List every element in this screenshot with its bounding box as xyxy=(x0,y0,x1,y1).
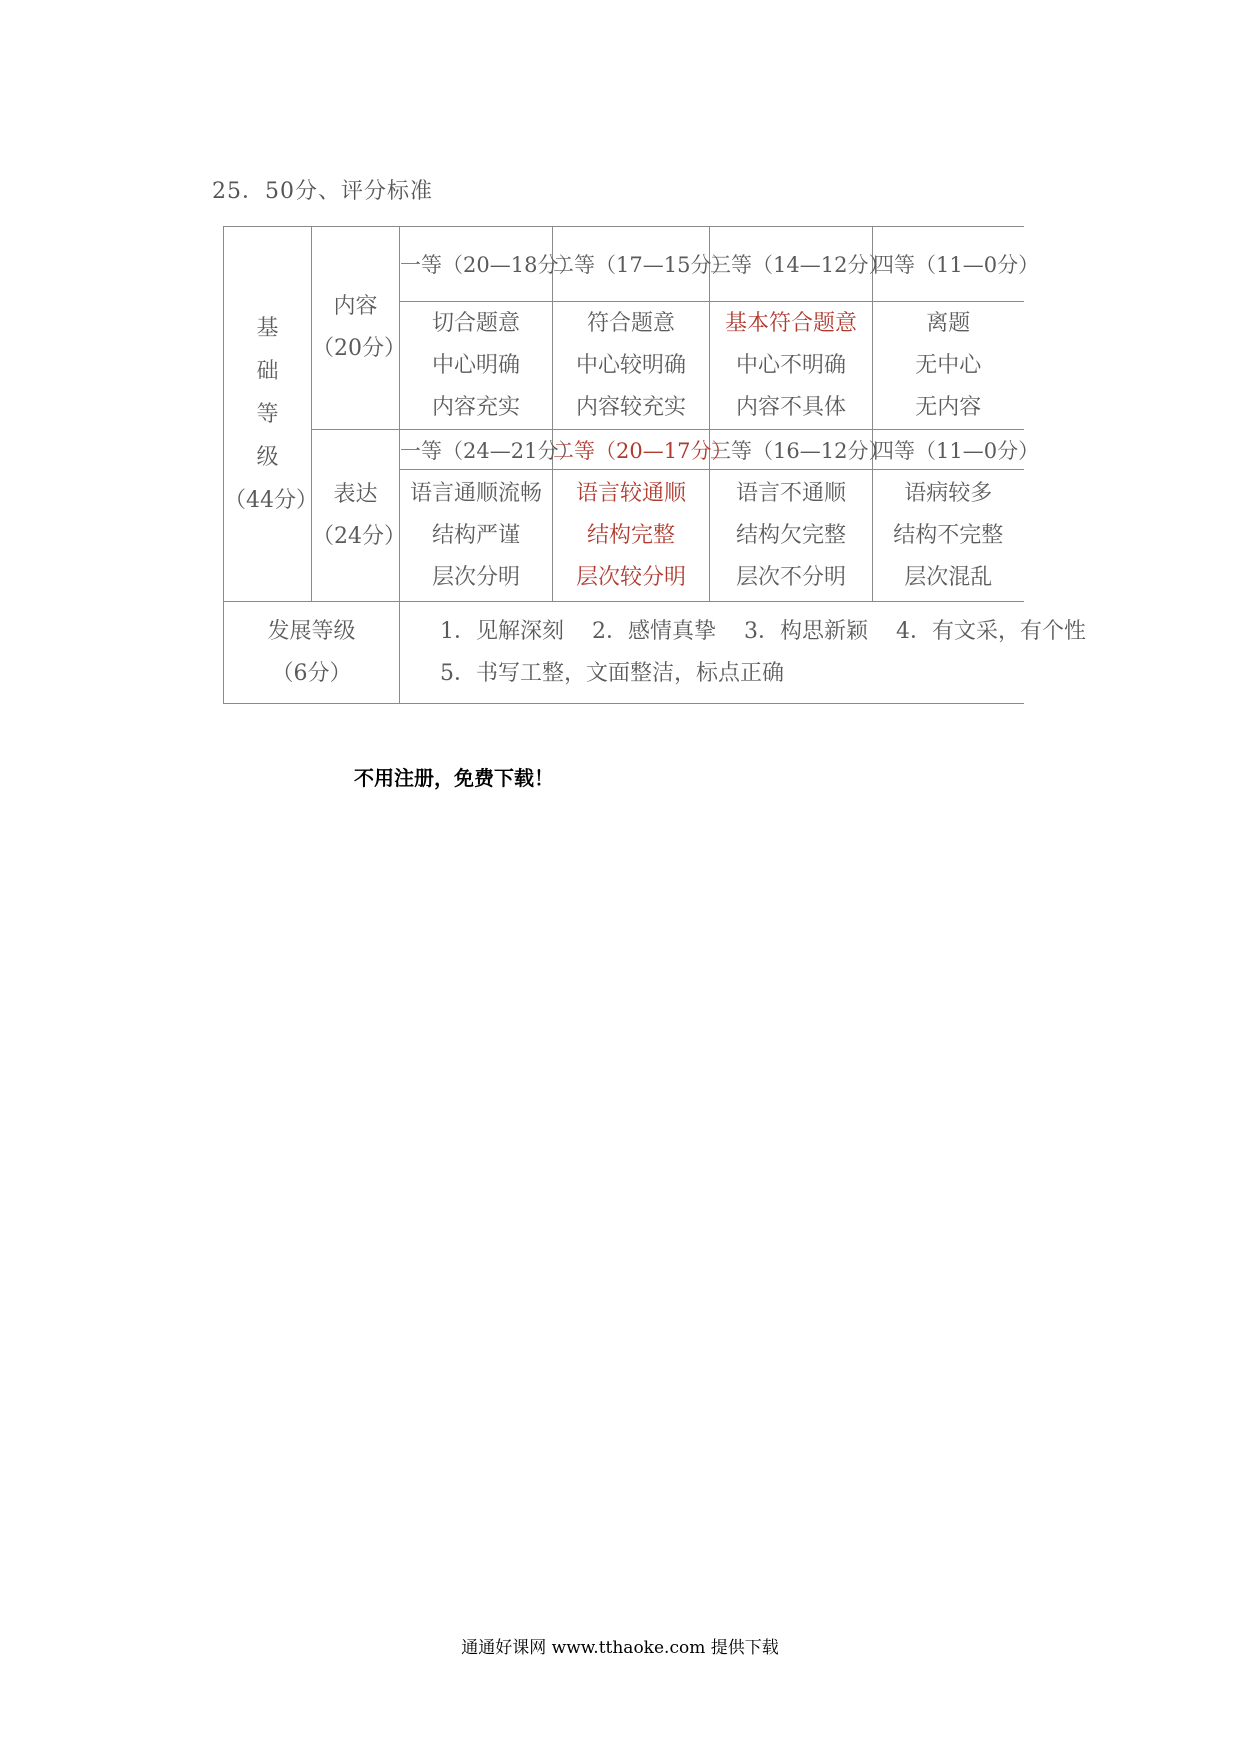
content-criteria-2: 符合题意 中心较明确 内容较充实 xyxy=(553,302,710,430)
content-grade-1: 一等（20—18分） xyxy=(400,227,553,302)
content-label: 内容 （20分） xyxy=(312,227,400,430)
expression-label: 表达 （24分） xyxy=(312,430,400,602)
download-note: 不用注册，免费下载！ xyxy=(354,766,554,790)
scoring-rubric-table xyxy=(223,226,1086,704)
section-heading: 25．50分、评分标准 xyxy=(212,179,433,204)
development-line-1: 1．见解深刻 2．感情真挚 3．构思新颖 4．有文采，有个性 xyxy=(440,618,1086,644)
development-criteria xyxy=(400,602,1086,704)
expression-criteria-2: 语言较通顺 结构完整 层次较分明 xyxy=(553,470,710,602)
page-footer: 通通好课网 www.tthaoke.com 提供下载 xyxy=(461,1638,779,1658)
expression-criteria-3: 语言不通顺 结构欠完整 层次不分明 xyxy=(710,470,873,602)
expression-criteria-4: 语病较多 结构不完整 层次混乱 xyxy=(873,470,1024,602)
content-criteria-1: 切合题意 中心明确 内容充实 xyxy=(400,302,553,430)
content-grade-2: 二等（17—15分） xyxy=(553,227,710,302)
expression-grade-4: 四等（11—0分） xyxy=(873,430,1024,470)
basic-level-label: 基 础 等 级 （44分） xyxy=(224,227,312,602)
expression-grade-1: 一等（24—21分） xyxy=(400,430,553,470)
expression-criteria-1: 语言通顺流畅 结构严谨 层次分明 xyxy=(400,470,553,602)
expression-grade-3: 三等（16—12分） xyxy=(710,430,873,470)
content-grade-3: 三等（14—12分） xyxy=(710,227,873,302)
content-grade-4: 四等（11—0分） xyxy=(873,227,1024,302)
expression-grade-2: 二等（20—17分） xyxy=(553,430,710,470)
content-criteria-3: 基本符合题意 中心不明确 内容不具体 xyxy=(710,302,873,430)
development-line-2: 5．书写工整，文面整洁，标点正确 xyxy=(440,660,784,686)
development-level-label: 发展等级 （6分） xyxy=(224,602,400,704)
content-criteria-4: 离题 无中心 无内容 xyxy=(873,302,1024,430)
